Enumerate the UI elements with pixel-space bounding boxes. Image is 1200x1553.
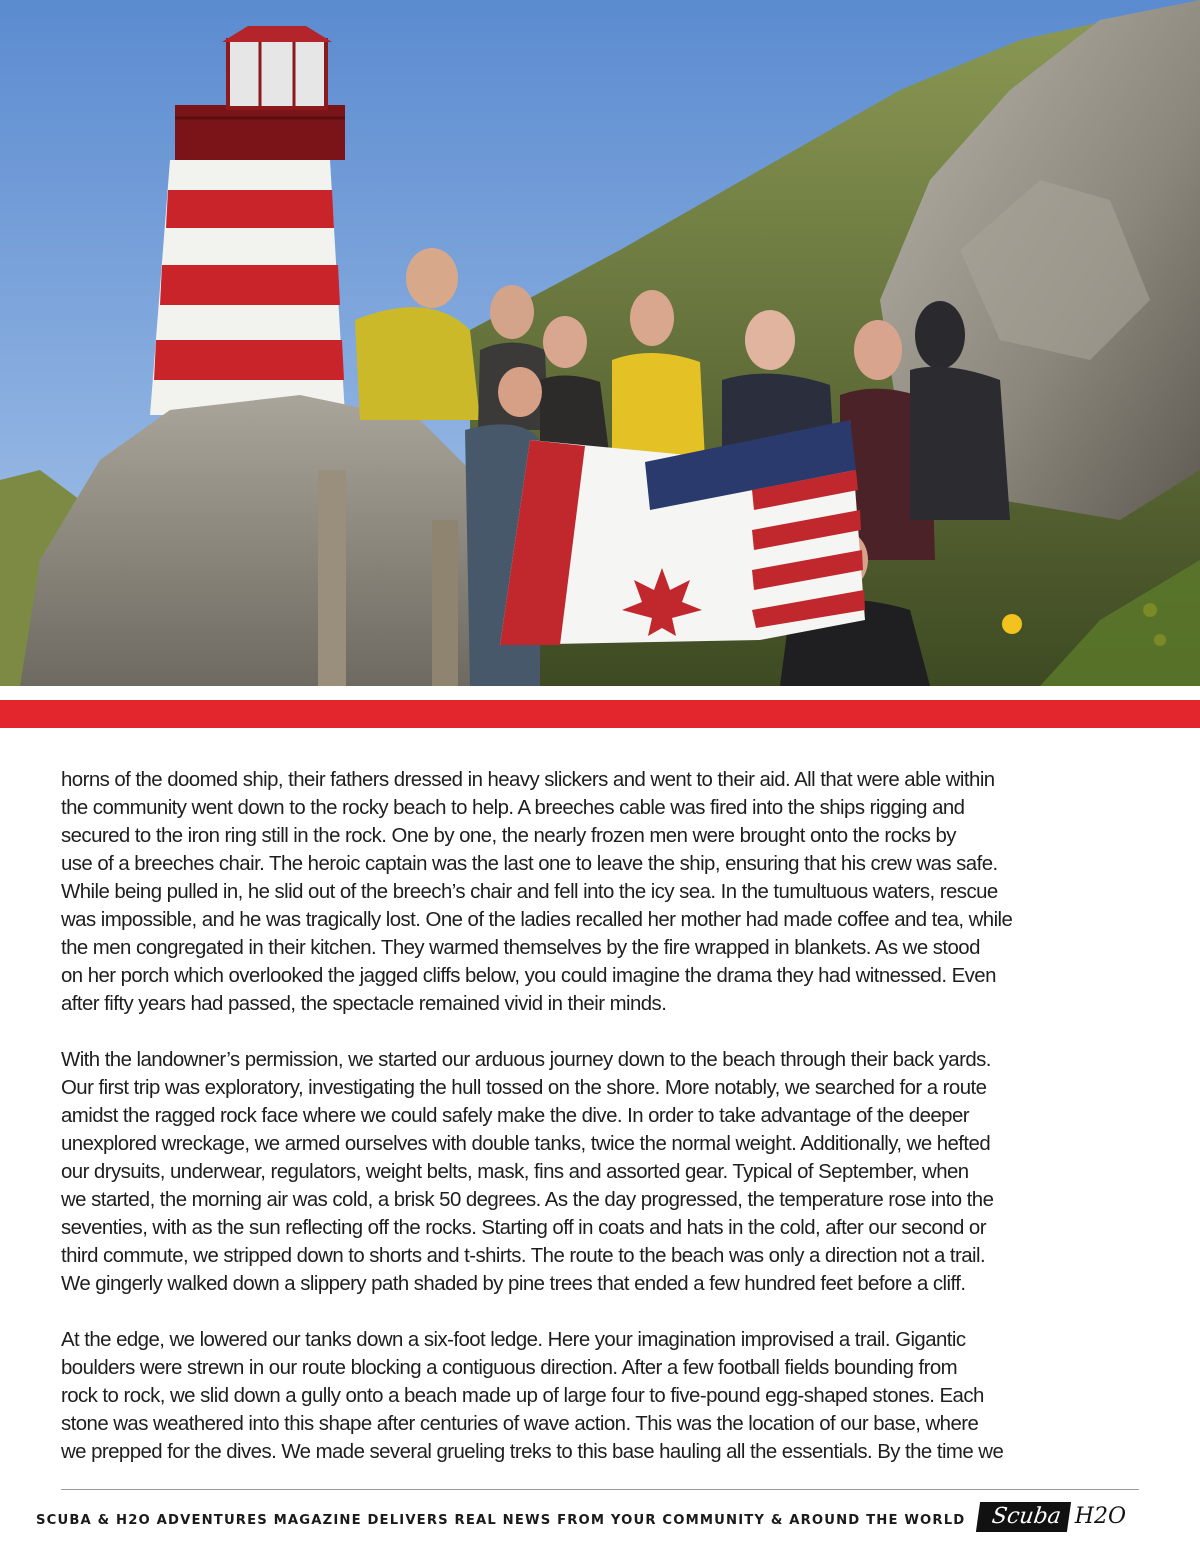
text-line: we prepped for the dives. We made several grueling treks to this base hauling all the essentials. By the time we xyxy=(61,1441,1004,1463)
text-line: amidst the ragged rock face where we could safely make the dive. In order to take advantage of the deeper xyxy=(61,1105,969,1127)
text-line: on her porch which overlooked the jagged cliffs below, you could imagine the drama they had witnessed. Even xyxy=(61,965,996,987)
text-line: While being pulled in, he slid out of the breech’s chair and fell into the icy sea. In the tumultuous waters, rescue xyxy=(61,881,998,903)
text-line: horns of the doomed ship, their fathers dressed in heavy slickers and went to their aid. All that were able within xyxy=(61,769,995,791)
paragraph-1 xyxy=(61,766,1141,1018)
text-line: third commute, we stripped down to shorts and t-shirts. The route to the beach was only a direction not a trail. xyxy=(61,1245,986,1267)
text-line: With the landowner’s permission, we started our arduous journey down to the beach through their back yards. xyxy=(61,1049,991,1071)
text-line: our drysuits, underwear, regulators, weight belts, mask, fins and assorted gear. Typical of September, when xyxy=(61,1161,969,1183)
text-line: seventies, with as the sun reflecting off the rocks. Starting off in coats and hats in the cold, after our second or xyxy=(61,1217,986,1239)
text-line: boulders were strewn in our route blocking a contiguous direction. After a few football fields bounding from xyxy=(61,1357,958,1379)
paragraph-3 xyxy=(61,1326,1141,1466)
text-line: At the edge, we lowered our tanks down a six-foot ledge. Here your imagination improvised a trail. Gigantic xyxy=(61,1329,966,1351)
hero-photo-illustration xyxy=(0,0,1200,686)
text-line: was impossible, and he was tragically lost. One of the ladies recalled her mother had made coffee and tea, while xyxy=(61,909,1013,931)
accent-red-bar xyxy=(0,700,1200,728)
text-line: we started, the morning air was cold, a brisk 50 degrees. As the day progressed, the temperature rose into the xyxy=(61,1189,994,1211)
text-line: rock to rock, we slid down a gully onto a beach made up of large four to five-pound egg-shaped stones. Each xyxy=(61,1385,984,1407)
logo-scuba: Scuba xyxy=(976,1502,1071,1532)
article-body xyxy=(61,766,1141,1494)
footer-divider xyxy=(61,1489,1139,1490)
text-line: the men congregated in their kitchen. They warmed themselves by the fire wrapped in blankets. As we stood xyxy=(61,937,980,959)
paragraph-2 xyxy=(61,1046,1141,1298)
text-line: after fifty years had passed, the spectacle remained vivid in their minds. xyxy=(61,993,667,1015)
text-line: unexplored wreckage, we armed ourselves with double tanks, twice the normal weight. Additionally, we hefted xyxy=(61,1133,991,1155)
text-line: Our first trip was exploratory, investigating the hull tossed on the shore. More notably, we searched for a route xyxy=(61,1077,987,1099)
text-line: use of a breeches chair. The heroic captain was the last one to leave the ship, ensuring that his crew was safe. xyxy=(61,853,998,875)
text-line: We gingerly walked down a slippery path shaded by pine trees that ended a few hundred feet before a cliff. xyxy=(61,1273,966,1295)
text-line: the community went down to the rocky beach to help. A breeches cable was fired into the ships rigging and xyxy=(61,797,965,819)
logo-h2o: H2O xyxy=(1074,1504,1126,1529)
text-line: stone was weathered into this shape after centuries of wave action. This was the location of our base, where xyxy=(61,1413,979,1435)
hero-photo xyxy=(0,0,1200,686)
text-line: secured to the iron ring still in the rock. One by one, the nearly frozen men were brought onto the rocks by xyxy=(61,825,956,847)
footer-tagline: SCUBA & H2O ADVENTURES MAGAZINE DELIVERS REAL NEWS FROM YOUR COMMUNITY & AROUND THE WORLD xyxy=(36,1513,966,1528)
magazine-logo xyxy=(978,1502,1126,1532)
